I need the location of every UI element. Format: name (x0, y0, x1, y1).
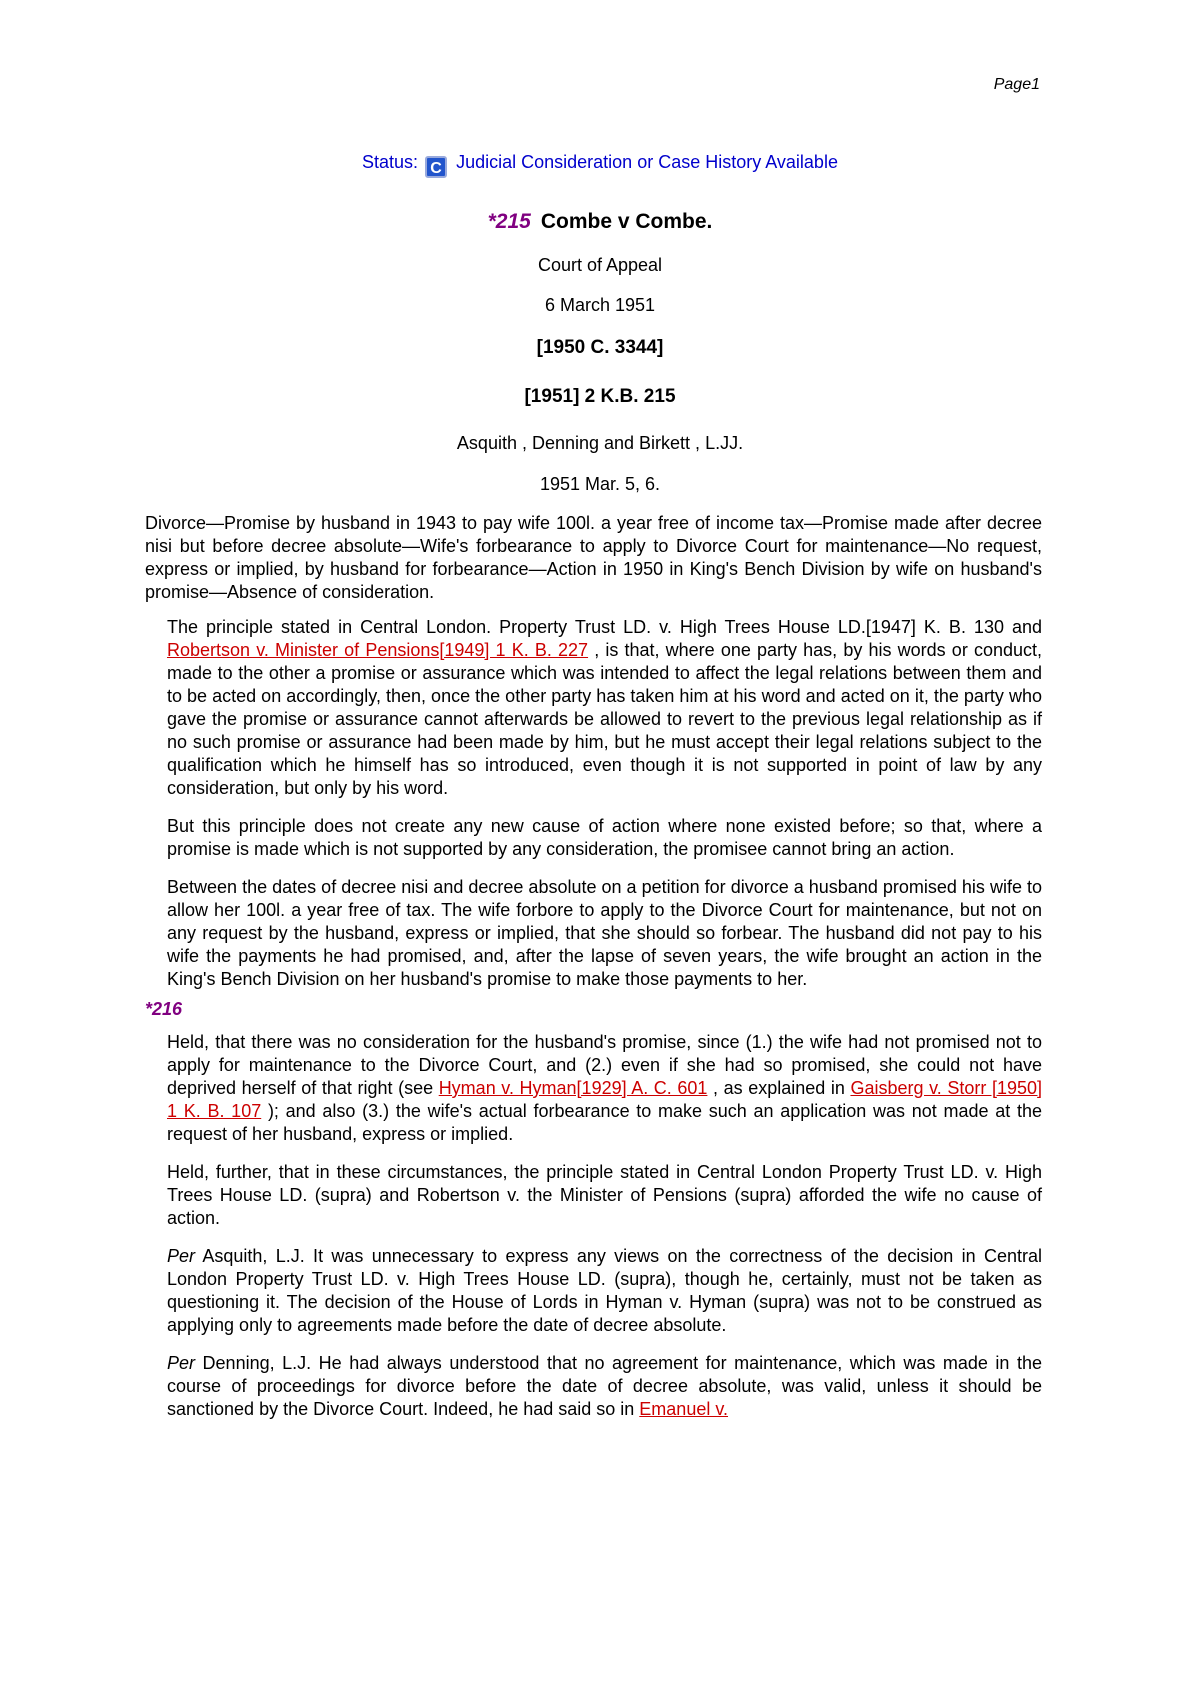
p4-text-c: ); and also (3.) the wife's actual forbearance to make such an application was not made at the request of her husband, express or implied. (167, 1101, 1042, 1144)
hearing-dates: 1951 Mar. 5, 6. (539, 474, 661, 494)
case-title-line (0, 210, 1200, 234)
catchwords-paragraph: Divorce—Promise by husband in 1943 to pay wife 100l. a year free of income tax—Promise made after decree nisi but before decree absolute—Wife's forbearance to apply to Divorce Court for maintenance—No request, express or implied, by husband for forbearance—Action in 1950 in King's Bench Division by wife on husband's promise—Absence of consideration. (145, 513, 1042, 602)
case-title: Combe v Combe. (540, 210, 713, 233)
per-label: Per (167, 1353, 196, 1373)
no-cause-paragraph: But this principle does not create any new cause of action where none existed before; so that, where a promise is made which is not supported by any consideration, the promisee cannot bring an action. (167, 816, 1042, 859)
p4-text-b: , as explained in (707, 1078, 851, 1098)
report-citation: [1951] 2 K.B. 215 (524, 386, 676, 407)
judgment-date: 6 March 1951 (544, 295, 656, 315)
held-further-paragraph: Held, further, that in these circumstances, the principle stated in Central London Property Trust LD. v. High Trees House LD. (supra) and Robertson v. the Minister of Pensions (supra) afforded the wife no cause of action. (167, 1162, 1042, 1228)
judges-line: Asquith , Denning and Birkett , L.JJ. (456, 433, 744, 453)
hyman-case-link[interactable]: Hyman v. Hyman[1929] A. C. 601 (438, 1078, 708, 1098)
case-number: [1950 C. 3344] (536, 337, 664, 358)
held-paragraph (167, 1031, 1042, 1146)
p1-text-b: , is that, where one party has, by his words or conduct, made to the other a promise or assurance which was intended to affect the legal relations between them and to be acted on accordingly, then, once the other party has taken him at his word and acted on it, the party who gave the promise or assurance cannot afterwards be allowed to revert to the previous legal relationship as if no such promise or assurance had been made by him, but he must accept their legal relations subject to the qualification which he himself has so introduced, even though it is not supported in point of law by any consideration, but only by his word. (167, 640, 1042, 798)
facts-paragraph: Between the dates of decree nisi and decree absolute on a petition for divorce a husband promised his wife to allow her 100l. a year free of tax. The wife forbore to apply to the Divorce Court for maintenance, but not on any request by the husband, express or implied, that she should so forbear. The husband did not pay to his wife the payments he had promised, and, after the lapse of seven years, the wife brought an action in the King's Bench Division on her husband's promise to make those payments to her. (167, 877, 1042, 989)
p4-text-a: Held, that there was no consideration for the husband's promise, since (1.) the wife had not promised not to apply for maintenance to the Divorce Court, and (2.) even if she had so promised, she could not have deprived herself of that right (see (167, 1032, 1042, 1098)
status-text[interactable]: Judicial Consideration or Case History Available (456, 152, 838, 172)
principle-paragraph (167, 616, 1042, 800)
p7-text: Denning, L.J. He had always understood that no agreement for maintenance, which was made in the course of proceedings for divorce before the date of decree absolute, was valid, unless it should be sanctioned by the Divorce Court. Indeed, he had said so in (167, 1353, 1042, 1419)
star-page-216: *216 (145, 999, 183, 1019)
p1-text-a: The principle stated in Central London. Property Trust LD. v. High Trees House LD.[1947] K. B. 130 and (167, 617, 1042, 637)
robertson-case-link[interactable]: Robertson v. Minister of Pensions[1949] 1 K. B. 227 (167, 640, 589, 660)
status-line (0, 152, 1200, 178)
status-label: Status: (362, 152, 419, 172)
headnote-body (145, 512, 1042, 1436)
per-asquith-paragraph (167, 1245, 1042, 1337)
per-label: Per (167, 1246, 196, 1266)
emanuel-case-link[interactable]: Emanuel v. (639, 1399, 729, 1419)
star-page-215: *215 (487, 210, 531, 233)
case-history-icon[interactable]: C (425, 156, 447, 178)
court-name: Court of Appeal (537, 255, 663, 275)
p6-text: Asquith, L.J. It was unnecessary to express any views on the correctness of the decision in Central London Property Trust LD. v. High Trees House LD. (supra), though he, certainly, must not be taken as questioning it. The decision of the House of Lords in Hyman v. Hyman (supra) was not to be construed as applying only to agreements made before the date of decree absolute. (167, 1246, 1042, 1335)
page-number: Page1 (993, 76, 1040, 93)
per-denning-paragraph (167, 1352, 1042, 1421)
gaisberg-case-link[interactable]: Gaisberg v. Storr [1950] 1 K. B. 107 (167, 1078, 1042, 1121)
